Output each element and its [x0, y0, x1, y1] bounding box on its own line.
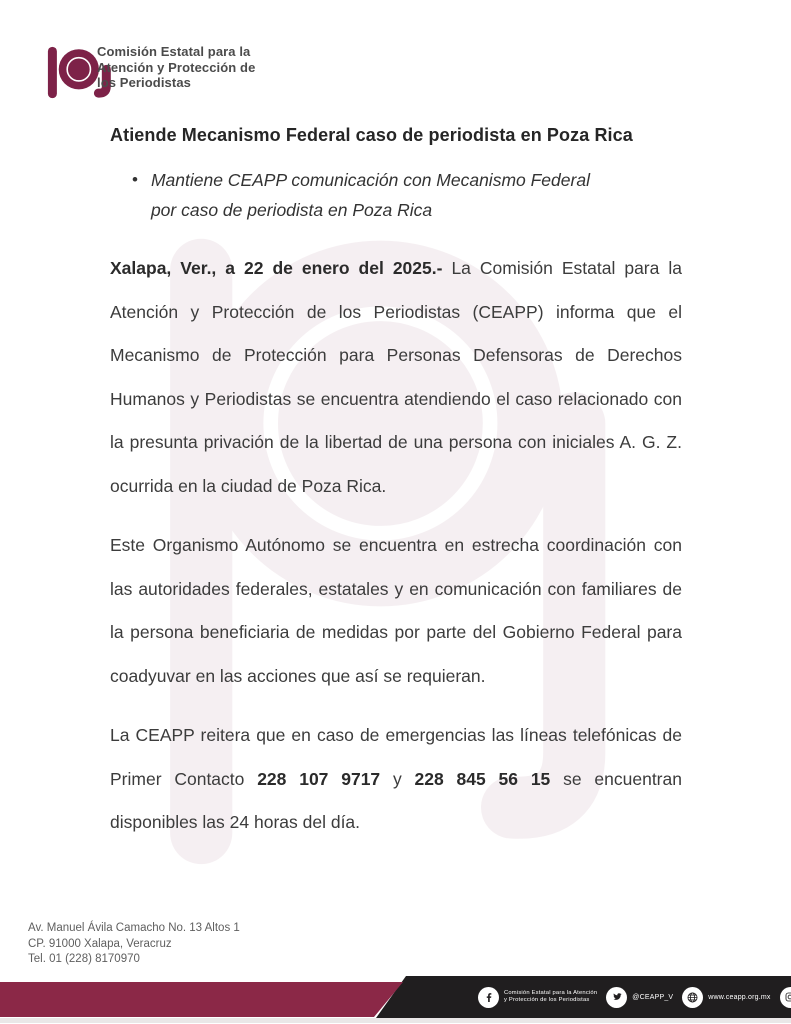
org-name-line: los Periodistas [97, 75, 191, 90]
org-name-line: Comisión Estatal para la [97, 44, 251, 59]
website-label: www.ceapp.org.mx [708, 993, 771, 1001]
footer-shadow [0, 1018, 791, 1023]
address-line: CP. 91000 Xalapa, Veracruz [28, 937, 172, 950]
globe-icon [682, 987, 703, 1008]
footer-band [0, 975, 791, 1024]
paragraph-3 [110, 714, 682, 845]
paragraph-1-text: La Comisión Estatal para la Atención y Protección de los Periodistas (CEAPP) informa que el Mecanismo de Protección para Personas Defensoras de Derechos Humanos y Periodistas se encuentra atendiendo el caso relacionado con la presunta privación de la libertad de una persona con iniciales A. G. Z. ocurrida en la ciudad de Poza Rica. [110, 258, 682, 496]
instagram-icon [780, 987, 791, 1008]
facebook-label-line: Comisión Estatal para la Atención [504, 989, 598, 996]
phone-number-2: 228 845 56 15 [414, 768, 551, 789]
dateline: Xalapa, Ver., a 22 de enero del 2025.- [110, 258, 443, 278]
social-facebook [478, 987, 597, 1008]
social-instagram [780, 987, 791, 1008]
subtitle-bullet-text: • Mantiene CEAPP comunicación con Mecanismo Federal por caso de periodista en Poza Rica [150, 170, 590, 220]
facebook-icon [478, 987, 499, 1008]
social-row [478, 986, 791, 1008]
paragraph-3-text: y [380, 768, 415, 789]
document-body [110, 123, 682, 861]
org-name [97, 44, 255, 91]
address-line: Av. Manuel Ávila Camacho No. 13 Altos 1 [28, 922, 240, 934]
subtitle-bullet [132, 165, 682, 225]
document-title: Atiende Mecanismo Federal caso de periodista en Poza Rica [110, 125, 633, 145]
twitter-label: @CEAPP_V [632, 993, 674, 1001]
address-block [28, 921, 240, 968]
paragraph-1 [110, 247, 682, 508]
facebook-label [504, 990, 597, 1004]
phone-number-1: 228 107 9717 [257, 768, 381, 789]
twitter-icon [606, 987, 627, 1008]
paragraph-2: Este Organismo Autónomo se encuentra en estrecha coordinación con las autoridades federales, estatales y en comunicación con familiares de la persona beneficiaria de medidas por parte del Gobierno Federal para coadyuvar en las acciones que así se requieran. [110, 535, 682, 686]
org-name-line: Atención y Protección de [97, 59, 256, 75]
address-line: Tel. 01 (228) 8170970 [28, 953, 140, 965]
paragraph-3-text: La CEAPP reitera que en caso de emergencias las líneas telefónicas de Primer Contacto [110, 725, 682, 789]
paragraph-3-text: se encuentran disponibles las 24 horas del día. [110, 768, 682, 832]
social-website [682, 987, 770, 1008]
social-twitter [606, 987, 673, 1008]
facebook-label-line: y Protección de los Periodistas [504, 997, 590, 1003]
